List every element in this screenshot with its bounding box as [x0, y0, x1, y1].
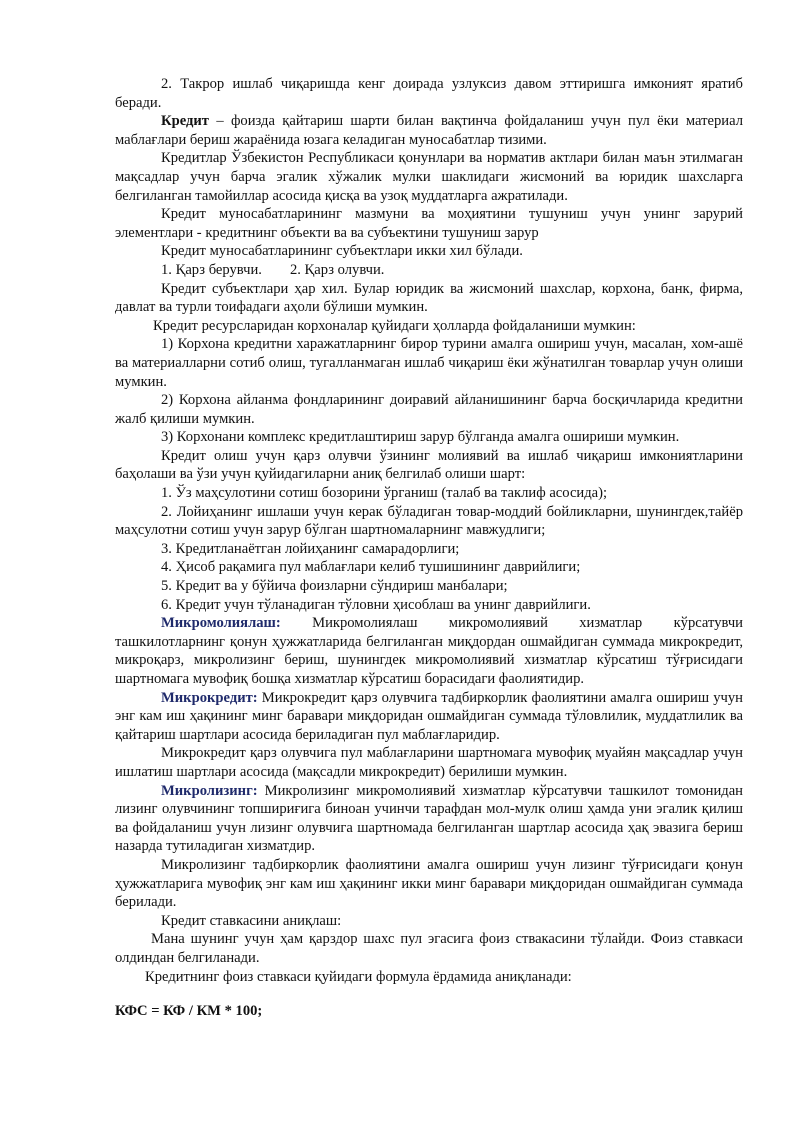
list-item: 2. Лойиҳанинг ишлаши учун керак бўладиган товар-моддий бойликларни, шунингдек,тайёр маҳсулотни сотиш учун зарур бўлган шартномаларнинг мавжудлиги;	[115, 503, 743, 539]
paragraph: Кредит ресурсларидан корхоналар қуйидаги ҳолларда фойдаланиши мумкин:	[153, 317, 636, 334]
paragraph: Микрокредит қарз олувчига пул маблағларини шартномага мувофиқ муайян мақсадлар учун ишлатиш шартлари асосида (мақсадли микрокредит) берилиши мумкин.	[115, 745, 743, 780]
subject-lender: 1. Қарз берувчи.	[161, 261, 262, 278]
microleasing-definition-text: Микролизинг микромолиявий хизматлар кўрсатувчи ташкилот томонидан лизинг олувчининг топшириғига биноан учинчи тарафдан мол-мулк олиш ҳамда уни эгалик қилиш ва фойдаланиш учун лизинг олувчига шартномада белгиланган шартлар асосида ҳақ эвазига бериш назарда тутиладиган хизматдир.	[115, 782, 743, 855]
list-item: 3) Корхонани комплекс кредитлаштириш зарур бўлганда амалга ошириши мумкин.	[161, 429, 680, 446]
credit-definition	[115, 112, 743, 149]
list-item: 5. Кредит ва у бўйича фоизларни сўндириш манбалари;	[161, 578, 508, 595]
microleasing-definition	[115, 782, 743, 856]
paragraph: Микролизинг тадбиркорлик фаолиятини амалга ошириш учун лизинг тўғрисидаги қонун ҳужжатларига мувофиқ энг кам иш ҳақининг икки минг баравари миқдоридан ошмайдиган суммада берилади.	[115, 856, 743, 911]
paragraph: Кредит олиш учун қарз олувчи ўзининг молиявий ва ишлаб чиқариш имкониятларини баҳолаши ва ўзи учун қуйидагиларни аниқ белгилаб олиши шарт:	[115, 447, 743, 483]
microcredit-definition-text: Микрокредит қарз олувчига тадбиркорлик фаолиятини амалга ошириш учун энг кам иш ҳақининг минг баравари миқдоридан ошмайдиган суммада тўловлилик, муддатлилик ва қайтариш шартлари асосида бериладиган пул маблағларидир.	[115, 689, 743, 743]
microfinance-definition	[115, 614, 743, 688]
microfinance-definition-text: Микромолиялаш микромолиявий хизматлар кўрсатувчи ташкилотларнинг қонун ҳужжатларида белгиланган миқдордан ошмайдиган суммада микрокредит, микроқарз, микролизинг бериш, шунингдек микромолиявий хизматлар кўрсатиш тўғрисидаги шартномага мувофиқ бошқа хизматлар кўрсатиш борасидаги фаолиятидир.	[115, 615, 743, 687]
credit-definition-text: – фоизда қайтариш шарти билан вақтинча фойдаланиш учун пул ёки материал маблағлари бериш жараёнида юзага келадиган муносабатлар тизими.	[115, 113, 743, 148]
microcredit-definition	[115, 689, 743, 745]
subject-borrower: 2. Қарз олувчи.	[289, 261, 385, 278]
paragraph: Кредитлар Ўзбекистон Республикаси қонунлари ва норматив актлари билан маън этилмаган мақсадлар учун барча эгалик хўжалик мулки шаклидаги жисмоний ва юридик шахсларга белгиланган тамойиллар асосида қисқа ва узоқ муддатларга ажратилади.	[115, 150, 743, 204]
paragraph: Мана шунинг учун ҳам қарздор шахс пул эгасига фоиз ствакасини тўлайди. Фоиз ставкаси олдиндан белгиланади.	[115, 931, 743, 966]
term-microleasing: Микролизинг:	[161, 782, 258, 799]
subjects-list	[115, 261, 743, 280]
paragraph: 2. Такрор ишлаб чиқаришда кенг доирада узлуксиз давом эттиришга имконият яратиб беради.	[115, 76, 743, 111]
paragraph: Кредитнинг фоиз ставкаси қуйидаги формула ёрдамида аниқланади:	[145, 968, 572, 985]
term-microfinance: Микромолиялаш:	[161, 615, 281, 632]
list-item: 1) Корхона кредитни харажатларнинг бирор турини амалга ошириш учун, масалан, хом-ашё ва материалларни сотиб олиш, тугалланмаган ишлаб чиқариш ёки жўнатилган товарлар учун олиши мумкин.	[115, 336, 743, 390]
list-item: 3. Кредитланаётган лойиҳанинг самарадорлиги;	[161, 540, 460, 557]
section-heading: Кредит ставкасини аниқлаш:	[161, 912, 342, 929]
paragraph: Кредит субъектлари ҳар хил. Булар юридик ва жисмоний шахслар, корхона, банк, фирма, давлат ва турли тоифадаги аҳоли бўлиши мумкин.	[115, 280, 743, 316]
formula: КФС = КФ / КМ * 100;	[115, 1003, 263, 1020]
term-credit: Кредит	[161, 113, 209, 130]
list-item: 4. Ҳисоб рақамига пул маблағлари келиб тушишининг даврийлиги;	[161, 559, 581, 576]
list-item: 6. Кредит учун тўланадиган тўловни ҳисоблаш ва унинг даврийлиги.	[161, 596, 591, 613]
paragraph: Кредит муносабатларининг мазмуни ва моҳиятини тушуниш учун унинг зарурий элементлари - кредитнинг объекти ва ва субъектини тушуниш зарур	[115, 206, 743, 241]
list-item: 2) Корхона айланма фондларининг доиравий айланишининг барча босқичларида кредитни жалб қилиши мумкин.	[115, 392, 743, 427]
term-microcredit: Микрокредит:	[161, 689, 258, 706]
paragraph: Кредит муносабатларининг субъектлари икки хил бўлади.	[161, 243, 523, 260]
list-item: 1. Ўз маҳсулотини сотиш бозорини ўрганиш (талаб ва таклиф асосида);	[161, 485, 608, 502]
document-page	[115, 75, 743, 1021]
